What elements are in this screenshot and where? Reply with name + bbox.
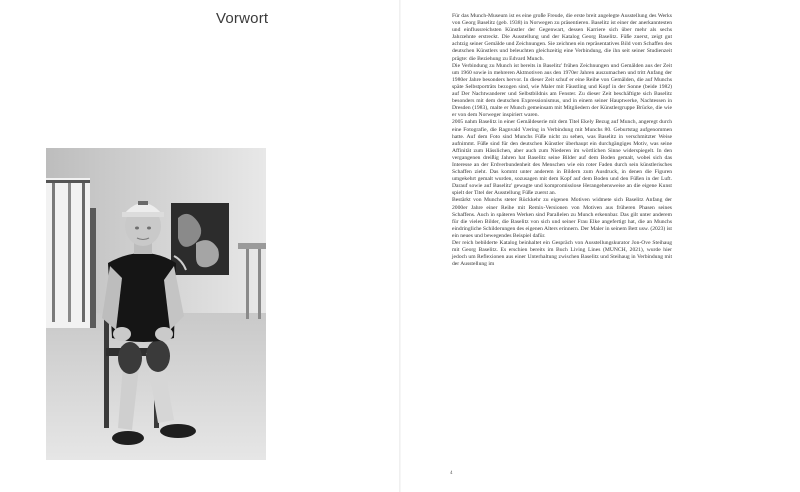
black-and-white-portrait-icon [46, 148, 266, 460]
paragraph: Bestärkt von Munchs steter Rückkehr zu eigenen Motiven widmete sich Baselitz Anfang der 2000er Jahre einer Reihe mit Remix-Versionen von Motiven aus früheren Phasen seines Schaffens. Auch in späteren Werken sind Parallelen zu Munch erkennbar. Das gilt unter anderem für die vielen Bilder, die Baselitz von sich und seiner Frau Elke angefertigt hat, die an Munchs eindringliche Schilderungen des eigenen Alters erinnern. Der Maler in seinem Bett usw. (2023) ist ein neues und bewegendes Beispiel dafür. [452, 197, 672, 239]
page-gutter [399, 0, 401, 492]
paragraph: 2005 nahm Baselitz in einer Gemäldeserie mit dem Titel Ekely Bezug auf Munch, angeregt durch eine Fotografie, die Ragnvald Væring in Verbindung mit Munchs 80. Geburtstag aufgenommen hatte. Auf dem Foto sind Munchs Füße nicht zu sehen, was Baselitz in verschmitzter Weise aufnimmt. Füße sind für den deutschen Künstler überhaupt ein durchgängiges Motiv, was seine Affinität zum Hässlichen, aber auch zum Niederen im wörtlichen Sinne widerspiegelt. In den vergangenen dreißig Jahren hat Baselitz seine Bilder auf dem Boden gemalt, wobei sich das Interesse an der Erdverbundenheit des Menschen wie ein roter Faden durch sein künstlerisches Schaffen zieht. Das kommt unter anderem in Bildern zum Ausdruck, in denen die Figuren umgekehrt gemalt wurden, sozusagen mit dem Kopf auf dem Boden und den Füßen in der Luft. Darauf sowie auf Baselitz' gewagte und kompromisslose Herangehensweise an die eigene Kunst spielt der Titel der Ausstellung Füße zuerst an. [452, 119, 672, 197]
portrait-photo [46, 148, 266, 460]
paragraph: Die Verbindung zu Munch ist bereits in Baselitz' frühen Zeichnungen und Gemälden aus der Zeit um 1960 sowie in mehreren Aktmotiven aus den 1970er Jahren auszumachen und tritt Anfang der 1980er Jahre besonders hervor. In dieser Zeit schuf er eine Reihe von Gemälden, die auf Munchs späte Selbstporträts bezogen sind, wie Maler mit Fäustling und Kopf in der Sonne (beide 1982) auf Der Nachtwanderer und Selbstbildnis am Fenster. Zu dieser Zeit beschäftigte sich Baselitz besonders mit dem deutschen Expressionismus, und in einem seiner Hauptwerke, Nachtessen in Dresden (1983), malte er Munch gemeinsam mit Mitgliedern der Künstlergruppe Brücke, die wie er von dem Norweger inspiriert waren. [452, 62, 672, 119]
paragraph: Der reich bebilderte Katalog beinhaltet ein Gespräch von Ausstellungskurator Jon-Ove Steihaug mit Georg Baselitz. Es erschien bereits im Buch Living Lines (MUNCH, 2021), wurde hier jedoch um Reflexionen aus einer Unterhaltung zwischen Baselitz und Steihaug in Verbindung mit der Ausstellung im [452, 240, 672, 268]
paragraph: Für das Munch-Museum ist es eine große Freude, die erste breit angelegte Ausstellung des Werks von Georg Baselitz (geb. 1938) in Norwegen zu präsentieren. Baselitz ist einer der anerkanntesten und einflussreichsten Künstler der Gegenwart, dessen Karriere sich über mehr als sechs Jahrzehnte erstreckt. Die Ausstellung und der Katalog Georg Baselitz. Füße zuerst, zeigt gut achtzig seiner Gemälde und Zeichnungen. Sie zeichnen ein repräsentatives Bild vom Schaffen des deutschen Künstlers und beleuchten gleichzeitig eine Verbindung, die ihn seit seiner Studienzeit prägte: die Beziehung zu Edvard Munch. [452, 13, 672, 62]
foreword-text [452, 13, 672, 268]
chapter-heading: Vorwort [216, 10, 269, 27]
page-number: 4 [450, 471, 453, 476]
